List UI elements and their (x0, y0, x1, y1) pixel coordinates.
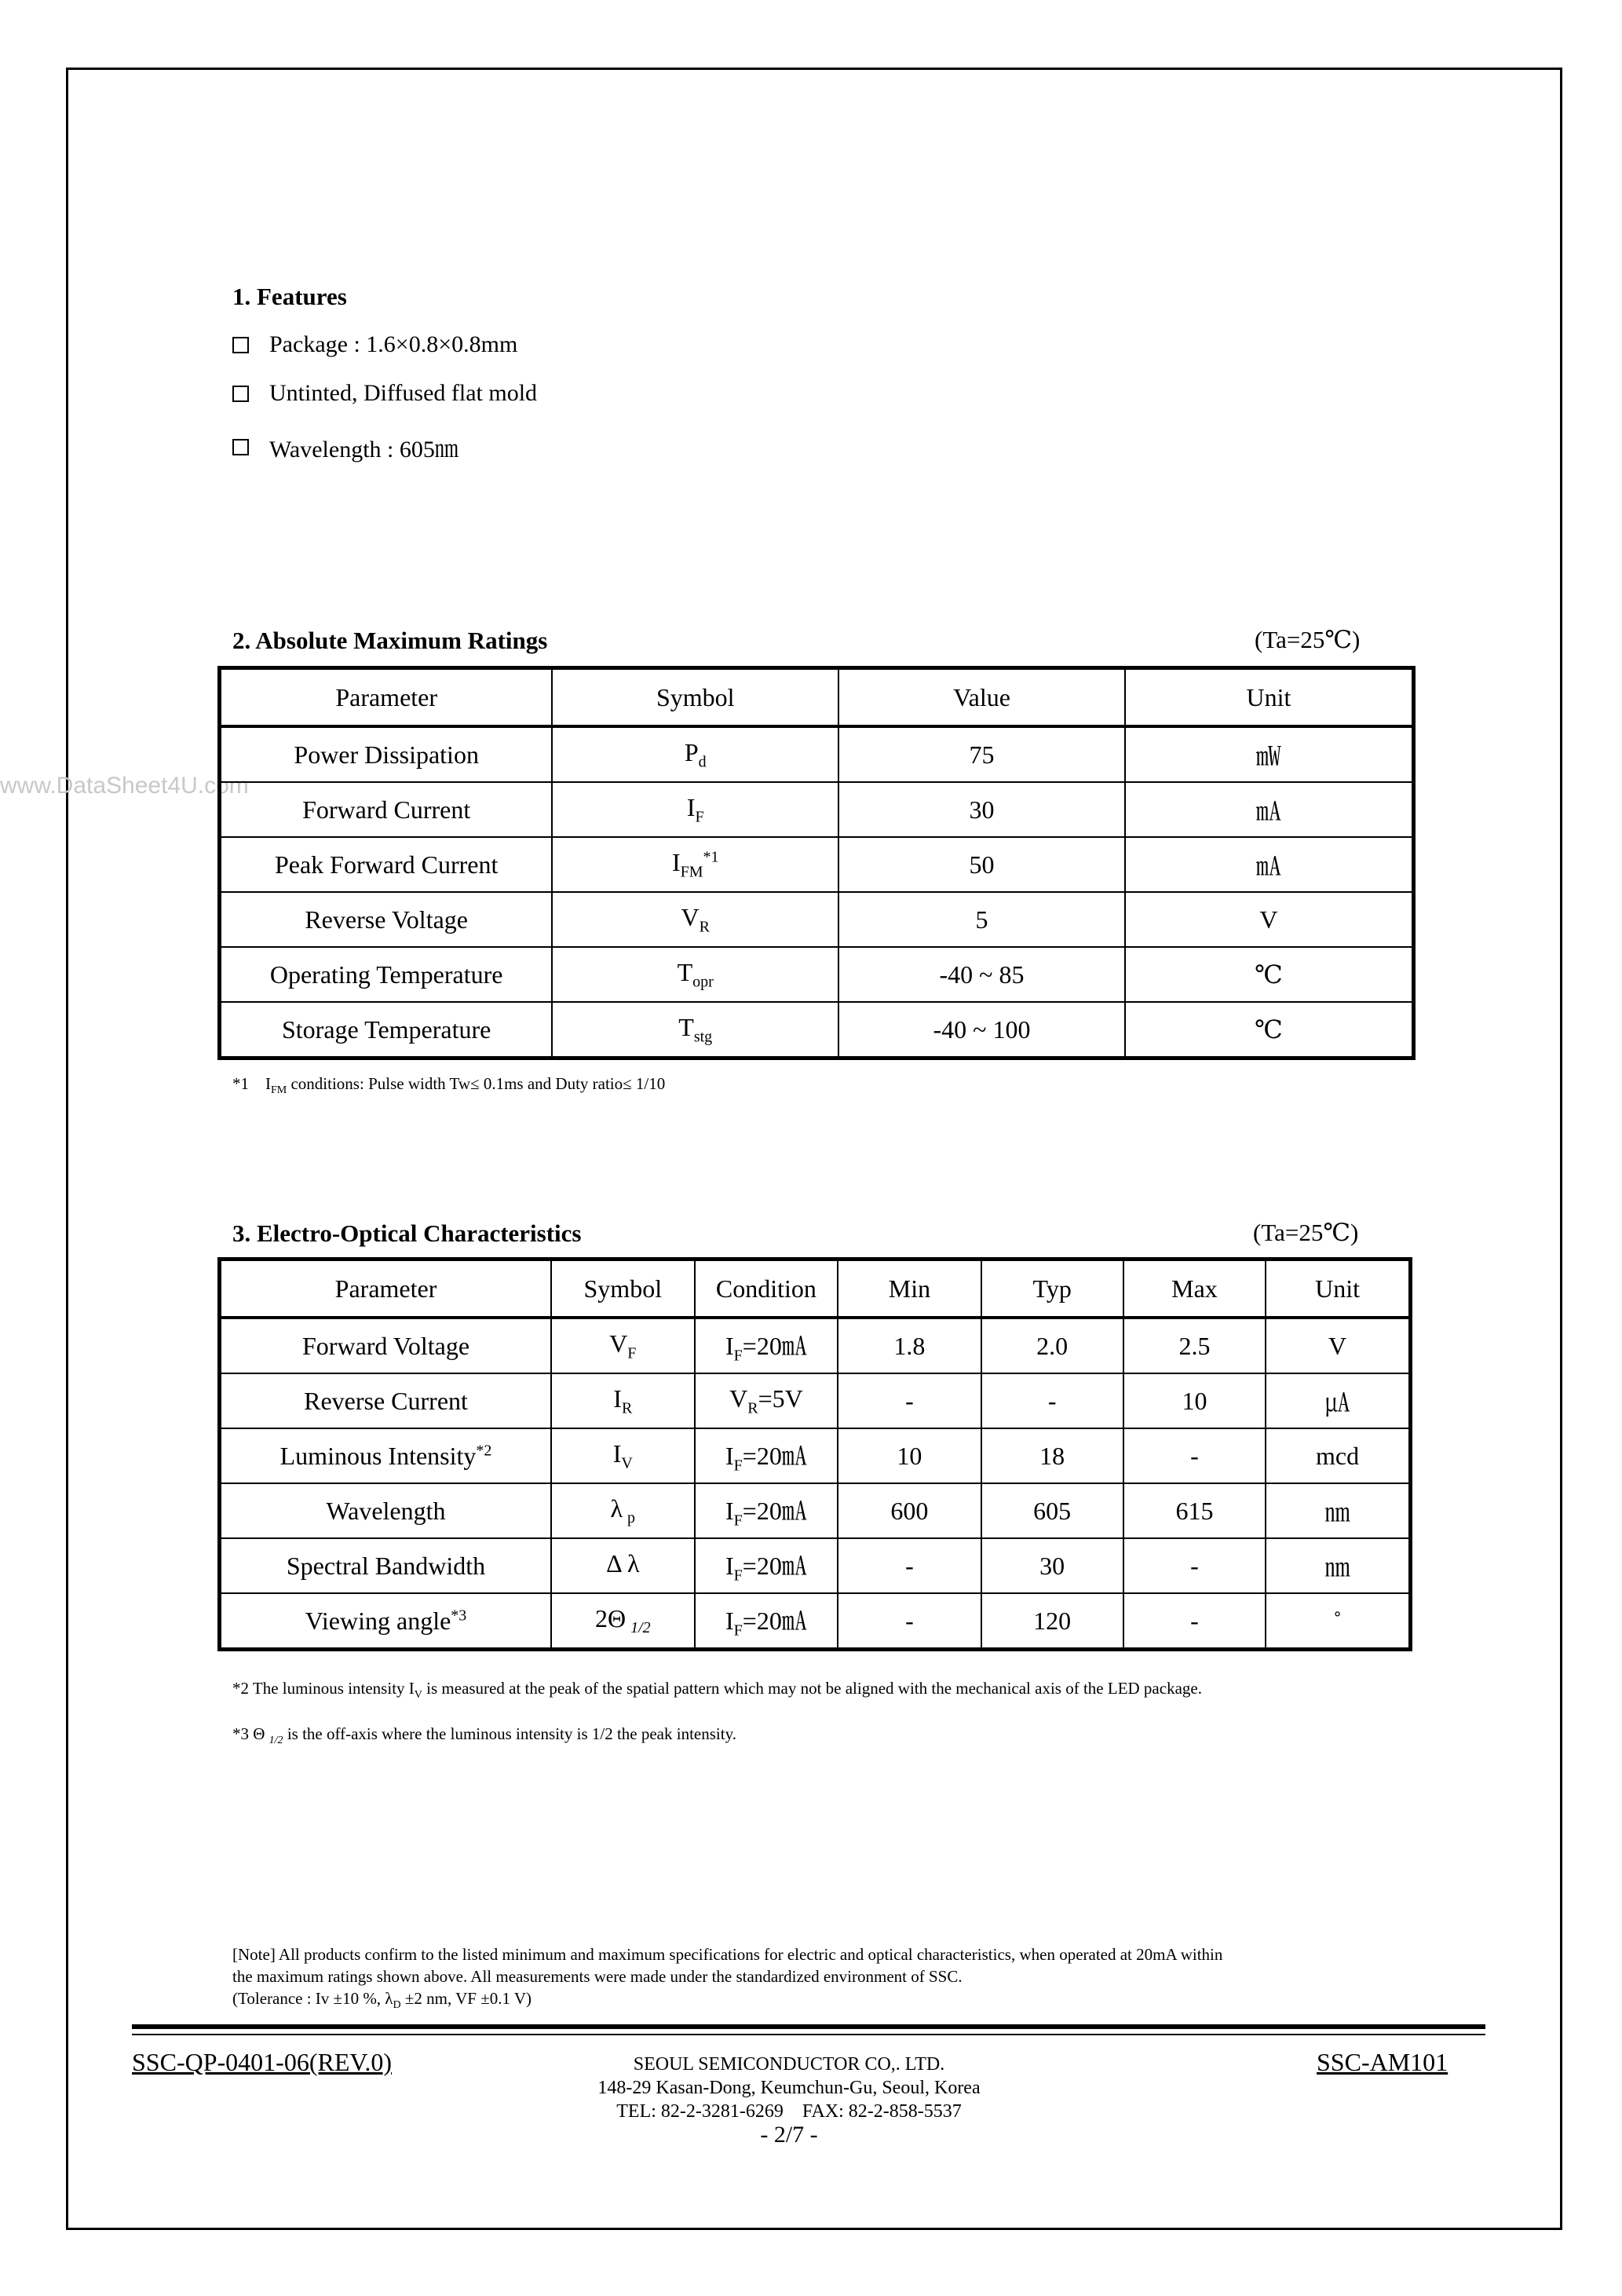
condition-cell: $I_F=20㎃$ (695, 1428, 838, 1483)
doc-code-right: SSC-AM101 (1317, 2048, 1448, 2076)
unit-cell: ㎂ (1266, 1373, 1410, 1428)
footer-rule (132, 2034, 1485, 2035)
unit-cell: mcd (1266, 1428, 1410, 1483)
checkbox-icon (232, 386, 249, 402)
typ-cell: 2.0 (981, 1318, 1123, 1373)
doc-code-left: SSC-QP-0401-06(REV.0) (132, 2048, 392, 2076)
param-cell: Viewing angle$^{*3}$ (220, 1593, 552, 1650)
param-cell: Wavelength (220, 1483, 552, 1538)
table-header-row (220, 1260, 1411, 1318)
amr-condition: (Ta=25℃) (1255, 626, 1361, 653)
param-cell: Reverse Current (220, 1373, 552, 1428)
param-cell: Forward Voltage (220, 1318, 552, 1373)
param-cell: Reverse Voltage (220, 892, 553, 947)
table-row (220, 837, 1414, 892)
checkbox-icon (232, 439, 249, 455)
param-cell: Storage Temperature (220, 1002, 553, 1058)
feature-item (232, 331, 517, 358)
amr-title: 2. Absolute Maximum Ratings (232, 627, 548, 654)
table-row (220, 1318, 1411, 1373)
features-title: 1. Features (232, 283, 347, 310)
max-cell: 615 (1123, 1483, 1266, 1538)
table-row (220, 782, 1414, 837)
feature-text: Untinted, Diffused flat mold (269, 380, 538, 406)
header-cell: Value (838, 668, 1125, 727)
table-row (220, 1538, 1411, 1593)
param-cell: Forward Current (220, 782, 553, 837)
unit-cell: V (1266, 1318, 1410, 1373)
unit-cell: ℃ (1125, 947, 1414, 1002)
company-name: SEOUL SEMICONDUCTOR CO,. LTD. (633, 2054, 945, 2075)
param-cell: Operating Temperature (220, 947, 553, 1002)
header-cell: Typ (981, 1260, 1123, 1318)
condition-cell: $I_F=20㎃$ (695, 1593, 838, 1650)
max-cell: - (1123, 1538, 1266, 1593)
symbol-cell: 2Θ $_{1/2}$ (551, 1593, 695, 1650)
note-line: the maximum ratings shown above. All measurements were made under the standardized environment of SSC. (232, 1967, 963, 1986)
param-cell: Luminous Intensity$^{*2}$ (220, 1428, 552, 1483)
eoc-condition: (Ta=25℃) (1253, 1219, 1359, 1246)
min-cell: - (838, 1538, 981, 1593)
header-cell: Max (1123, 1260, 1266, 1318)
table-row (220, 947, 1414, 1002)
typ-cell: 120 (981, 1593, 1123, 1650)
unit-cell: ˚ (1266, 1593, 1410, 1650)
value-cell: -40 ~ 100 (838, 1002, 1125, 1058)
company-contact: TEL: 82-2-3281-6269 FAX: 82-2-858-5537 (616, 2101, 962, 2122)
symbol-cell: $P_d$ (552, 726, 838, 782)
header-cell: Unit (1125, 668, 1414, 727)
unit-cell: ㎽ (1125, 726, 1414, 782)
eoc-note-3: *3 Θ $_{1/2}$ is the off-axis where the luminous intensity is 1/2 the peak intensity. (232, 1724, 736, 1747)
symbol-cell: $I_F$ (552, 782, 838, 837)
value-cell: 5 (838, 892, 1125, 947)
condition-cell: $I_F=20㎃$ (695, 1538, 838, 1593)
typ-cell: - (981, 1373, 1123, 1428)
table-row (220, 892, 1414, 947)
symbol-cell: $V_R$ (552, 892, 838, 947)
value-cell: -40 ~ 85 (838, 947, 1125, 1002)
company-info (542, 2053, 1036, 2147)
header-cell: Symbol (551, 1260, 695, 1318)
param-cell: Power Dissipation (220, 726, 553, 782)
unit-cell: V (1125, 892, 1414, 947)
eoc-table (217, 1257, 1412, 1651)
general-note (232, 1943, 1222, 2016)
table-row (220, 1002, 1414, 1058)
table-row (220, 726, 1414, 782)
symbol-cell: λ $_p$ (551, 1483, 695, 1538)
typ-cell: 605 (981, 1483, 1123, 1538)
max-cell: 2.5 (1123, 1318, 1266, 1373)
value-cell: 75 (838, 726, 1125, 782)
unit-cell: ㎚ (1266, 1538, 1410, 1593)
symbol-cell: $I_V$ (551, 1428, 695, 1483)
header-cell: Unit (1266, 1260, 1410, 1318)
param-cell: Spectral Bandwidth (220, 1538, 552, 1593)
unit-cell: ㎃ (1125, 782, 1414, 837)
note-line: (Tolerance : Iv ±10 %, $\lambda_D \pm 2$ nm, VF ±0.1 V) (232, 1989, 532, 2012)
header-cell: Parameter (220, 668, 553, 727)
unit-cell: ㎚ (1266, 1483, 1410, 1538)
amr-footnote: *1 $I_{FM}$ conditions: Pulse width Tw≤ 0.1ms and Duty ratio≤ 1/10 (232, 1074, 666, 1097)
symbol-cell: $I_R$ (551, 1373, 695, 1428)
feature-item (232, 380, 537, 407)
header-cell: Symbol (552, 668, 838, 727)
condition-cell: $I_F=20㎃$ (695, 1483, 838, 1538)
footer-rule (132, 2024, 1485, 2029)
typ-cell: 18 (981, 1428, 1123, 1483)
header-cell: Min (838, 1260, 981, 1318)
eoc-title: 3. Electro-Optical Characteristics (232, 1219, 582, 1247)
max-cell: - (1123, 1593, 1266, 1650)
min-cell: - (838, 1593, 981, 1650)
unit-cell: ㎃ (1125, 837, 1414, 892)
company-address: 148-29 Kasan-Dong, Keumchun-Gu, Seoul, Korea (597, 2078, 981, 2098)
feature-text: Package : 1.6×0.8×0.8mm (269, 331, 518, 357)
symbol-cell: $T_{opr}$ (552, 947, 838, 1002)
table-row (220, 1593, 1411, 1650)
min-cell: 10 (838, 1428, 981, 1483)
param-cell: Peak Forward Current (220, 837, 553, 892)
symbol-cell: $T_{stg}$ (552, 1002, 838, 1058)
value-cell: 30 (838, 782, 1125, 837)
unit-cell: ℃ (1125, 1002, 1414, 1058)
symbol-cell: $V_F$ (551, 1318, 695, 1373)
max-cell: 10 (1123, 1373, 1266, 1428)
amr-table (217, 666, 1416, 1060)
min-cell: 600 (838, 1483, 981, 1538)
table-row (220, 1373, 1411, 1428)
condition-cell: $I_F=20㎃$ (695, 1318, 838, 1373)
symbol-cell: Δ λ (551, 1538, 695, 1593)
header-cell: Parameter (220, 1260, 552, 1318)
symbol-cell: $I_{FM}^{*1}$ (552, 837, 838, 892)
condition-cell: $V_R=5V$ (695, 1373, 838, 1428)
checkbox-icon (232, 337, 249, 353)
header-cell: Condition (695, 1260, 838, 1318)
min-cell: - (838, 1373, 981, 1428)
feature-text: Wavelength : 605㎚ (269, 437, 458, 462)
table-row (220, 1483, 1411, 1538)
watermark: www.DataSheet4U.com (0, 773, 249, 799)
feature-item (232, 430, 458, 464)
table-header-row (220, 668, 1414, 727)
max-cell: - (1123, 1428, 1266, 1483)
note-line: [Note] All products confirm to the listed minimum and maximum specifications for electric and optical characteristics, when operated at 20mA within (232, 1945, 1223, 1964)
min-cell: 1.8 (838, 1318, 981, 1373)
table-row (220, 1428, 1411, 1483)
eoc-note-2: *2 The luminous intensity $I_V$ is measured at the peak of the spatial pattern which may not be aligned with the mechanical axis of the LED package. (232, 1679, 1202, 1702)
typ-cell: 30 (981, 1538, 1123, 1593)
value-cell: 50 (838, 837, 1125, 892)
page-number: - 2/7 - (760, 2122, 818, 2148)
